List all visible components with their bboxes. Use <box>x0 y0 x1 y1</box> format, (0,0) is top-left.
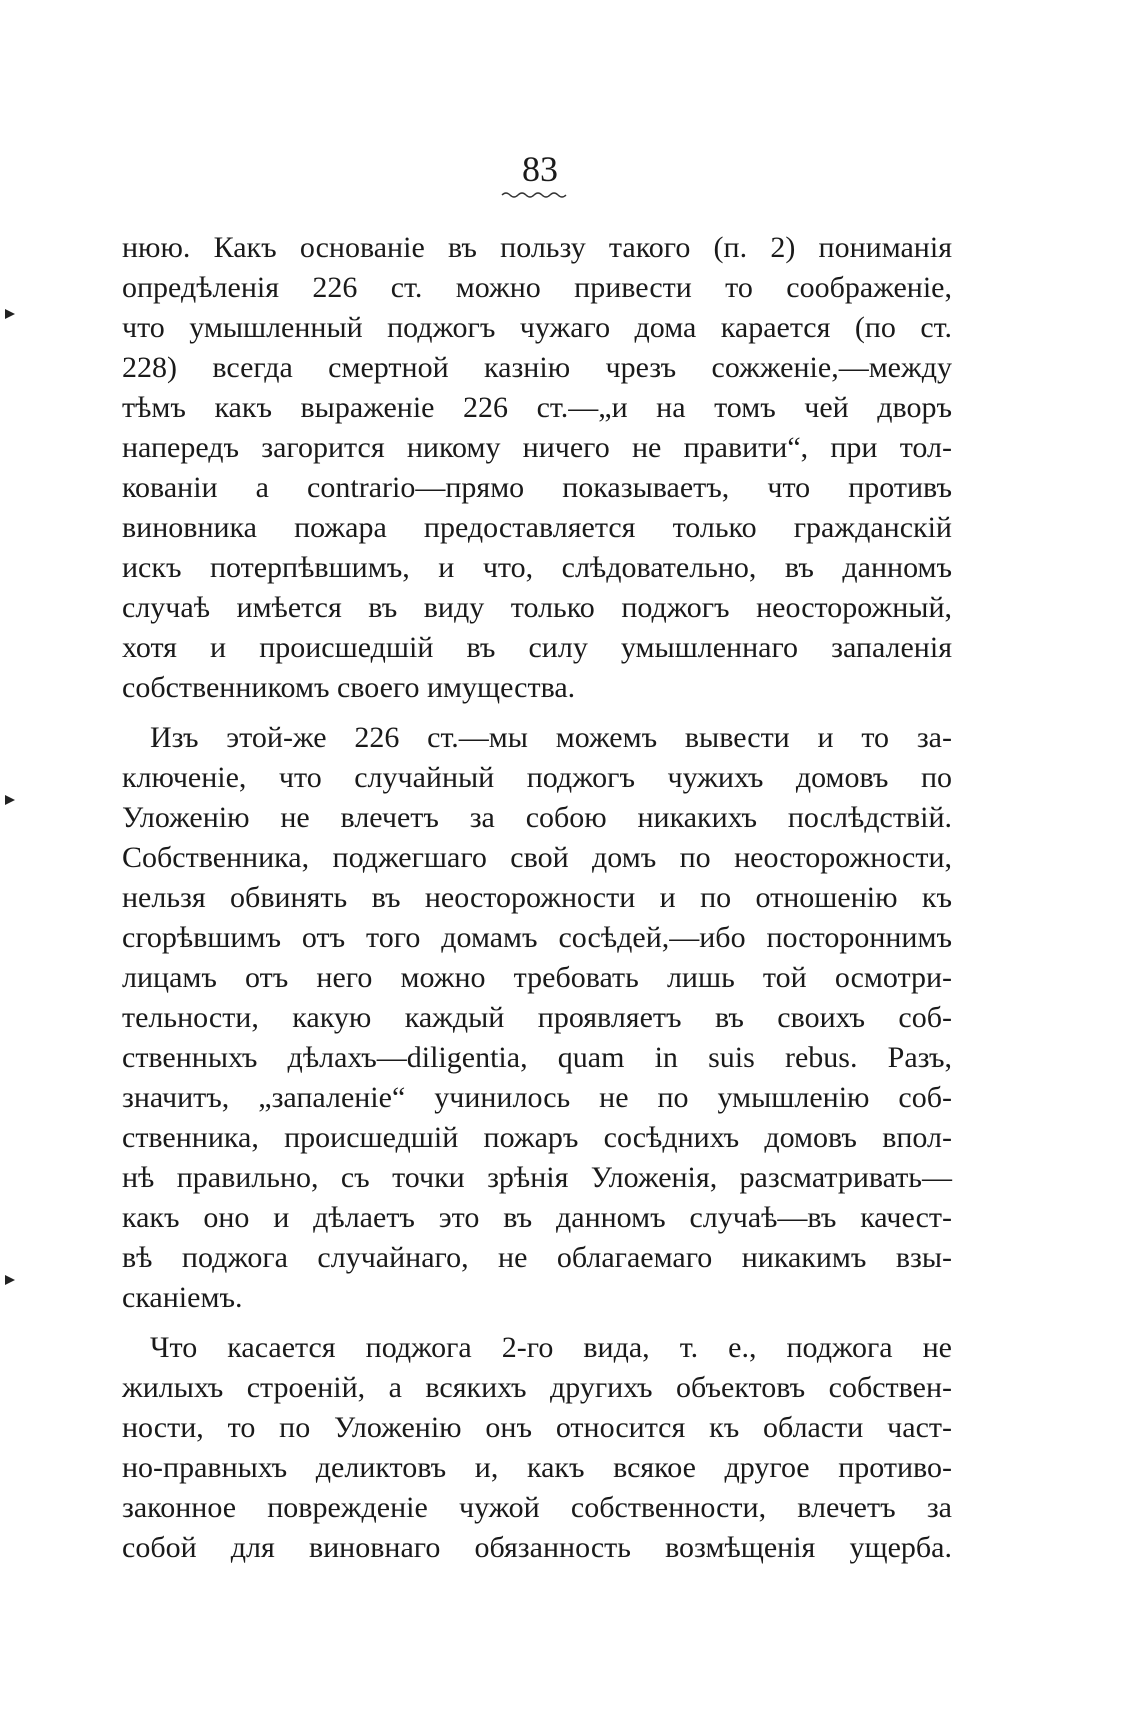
margin-arrow-icon <box>4 307 16 321</box>
text-line: кованіи a contrario—прямо показываетъ, что противъ <box>122 471 952 504</box>
text-line: хотя и происшедшій въ силу умышленнаго запаленія <box>122 631 952 664</box>
page-number: 83 <box>522 149 558 189</box>
text-line: нельзя обвинять въ неосторожности и по отношенію къ <box>122 881 952 914</box>
text-line: лицамъ отъ него можно требовать лишь той осмотри- <box>122 961 952 994</box>
text-line: значитъ, „запаленіе“ учинилось не по умышленію соб- <box>122 1081 952 1114</box>
ornament-divider <box>500 190 570 200</box>
text-line: сгорѣвшимъ отъ того домамъ сосѣдей,—ибо постороннимъ <box>122 921 952 954</box>
text-line: тѣмъ какъ выраженіе 226 ст.—„и на томъ чей дворъ <box>122 391 952 424</box>
text-line: но-правныхъ деликтовъ и, какъ всякое другое противо- <box>122 1451 952 1484</box>
text-line: 228) всегда смертной казнію чрезъ сожженіе,—между <box>122 351 952 384</box>
paragraph-2 <box>122 718 952 1318</box>
text-line: тельности, какую каждый проявляетъ въ своихъ соб- <box>122 1001 952 1034</box>
text-line: какъ оно и дѣлаетъ это въ данномъ случаѣ—въ качест- <box>122 1201 952 1234</box>
text-line: Собственника, поджегшаго свой домъ по неосторожности, <box>122 841 952 874</box>
body-text <box>122 228 952 1568</box>
text-line: законное поврежденіе чужой собственности, влечетъ за <box>122 1491 952 1524</box>
text-line: нѣ правильно, съ точки зрѣнія Уложенія, разсматривать— <box>122 1161 952 1194</box>
text-line: искъ потерпѣвшимъ, и что, слѣдовательно, въ данномъ <box>122 551 952 584</box>
text-line: ственника, происшедшій пожаръ сосѣднихъ домовъ впол- <box>122 1121 952 1154</box>
text-line: Изъ этой-же 226 ст.—мы можемъ вывести и то за- <box>150 721 952 754</box>
margin-arrow-icon <box>4 1273 16 1287</box>
paragraph-1 <box>122 228 952 708</box>
text-line: вѣ поджога случайнаго, не облагаемаго никакимъ взы- <box>122 1241 952 1274</box>
text-line: нюю. Какъ основаніе въ пользу такого (п. 2) пониманія <box>122 231 952 264</box>
text-line: собственникомъ своего имущества. <box>122 671 576 704</box>
text-line: ключеніе, что случайный поджогъ чужихъ домовъ по <box>122 761 952 794</box>
text-line: случаѣ имѣется въ виду только поджогъ неосторожный, <box>122 591 952 624</box>
margin-arrow-icon <box>4 793 16 807</box>
text-line: ственныхъ дѣлахъ—diligentia, quam in suis rebus. Разъ, <box>122 1041 952 1074</box>
text-line: виновника пожара предоставляется только гражданскій <box>122 511 952 544</box>
paragraph-3 <box>122 1328 952 1568</box>
text-line: Уложенію не влечетъ за собою никакихъ послѣдствій. <box>122 801 952 834</box>
text-line: Что касается поджога 2-го вида, т. е., поджога не <box>150 1331 952 1364</box>
text-line: собой для виновнаго обязанность возмѣщенія ущерба. <box>122 1531 952 1564</box>
text-line: сканіемъ. <box>122 1281 243 1314</box>
text-line: напередъ загорится никому ничего не правити“, при тол- <box>122 431 952 464</box>
text-line: опредѣленія 226 ст. можно привести то соображеніе, <box>122 271 952 304</box>
text-line: ности, то по Уложенію онъ относится къ области част- <box>122 1411 952 1444</box>
text-line: что умышленный поджогъ чужаго дома карается (по ст. <box>122 311 952 344</box>
text-line: жилыхъ строеній, а всякихъ другихъ объектовъ собствен- <box>122 1371 952 1404</box>
